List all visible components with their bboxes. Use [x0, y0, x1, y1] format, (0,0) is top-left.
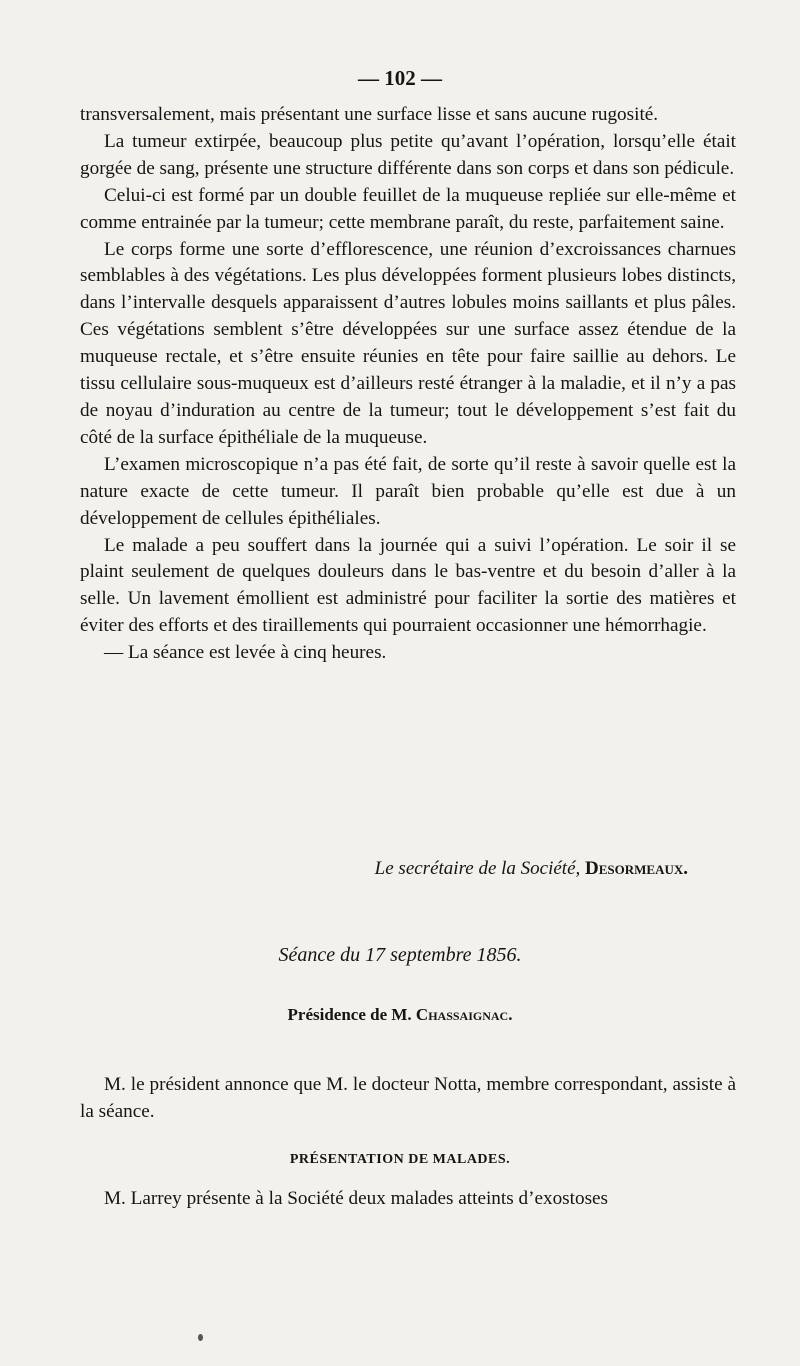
- section-heading: PRÉSENTATION DE MALADES.: [289, 1152, 511, 1167]
- paragraph: L’examen microscopique n’a pas été fait, de sorte qu’il reste à savoir quelle est la nature exacte de cette tumeur. Il paraît bien probable qu’elle est due à un développement de cellules épithéliales.: [80, 453, 736, 529]
- signature-prefix: Le secrétaire de la Société,: [374, 858, 581, 879]
- paragraph: La tumeur extirpée, beaucoup plus petite qu’avant l’opération, lorsqu’elle était gorgée de sang, présente une structure différente dans son corps et dans son pédicule.: [80, 130, 736, 179]
- president-name: Chassaignac.: [415, 1005, 513, 1024]
- paragraph: M. Larrey présente à la Société deux malades atteints d’exostoses: [104, 1188, 609, 1209]
- paragraph: Le corps forme une sorte d’efflorescence, une réunion d’excroissances charnues semblables à des végétations. Les plus développées forment plusieurs lobes distincts, dans l’intervalle desquels apparaissent d’autres lobules moins saillants et plus pâles. Ces végétations semblent s’être développées sur une surface assez étendue de la muqueuse rectale, et s’être ensuite réunies en tête pour faire saillie au dehors. Le tissu cellulaire sous-muqueux est d’ailleurs resté étranger à la maladie, et il n’y a pas de noyau d’induration au centre de la tumeur; tout le développement s’est fait du côté de la surface épithéliale de la muqueuse.: [80, 238, 736, 448]
- paragraph: — La séance est levée à cinq heures.: [104, 642, 387, 664]
- secretary-signature: [80, 858, 688, 880]
- presidence-prefix: Présidence de M.: [287, 1005, 412, 1024]
- session-title: Séance du 17 septembre 1856.: [278, 944, 522, 966]
- signature-name: Desormeaux.: [585, 858, 688, 879]
- ink-speck: [198, 1334, 203, 1341]
- page-number: — 102 —: [358, 66, 442, 90]
- body-text: [80, 102, 736, 667]
- paragraph: Le malade a peu souffert dans la journée qui a suivi l’opération. Le soir il se plaint seulement de quelques douleurs dans le bas-ventre et du besoin d’aller à la selle. Un lavement émollient est administré pour faciliter la sortie des matières et éviter des efforts et des tiraillements qui pourraient occasionner une hémorrhagie.: [80, 534, 736, 637]
- announcement-paragraph: M. le président annonce que M. le docteur Notta, membre correspondant, assiste à la séance.: [80, 1074, 736, 1122]
- paragraph: Celui-ci est formé par un double feuillet de la muqueuse repliée sur elle-même et comme entrainée par la tumeur; cette membrane paraît, du reste, parfaitement saine.: [80, 184, 736, 233]
- paragraph: transversalement, mais présentant une surface lisse et sans aucune rugosité.: [80, 104, 659, 125]
- presidence-line: [0, 1005, 800, 1025]
